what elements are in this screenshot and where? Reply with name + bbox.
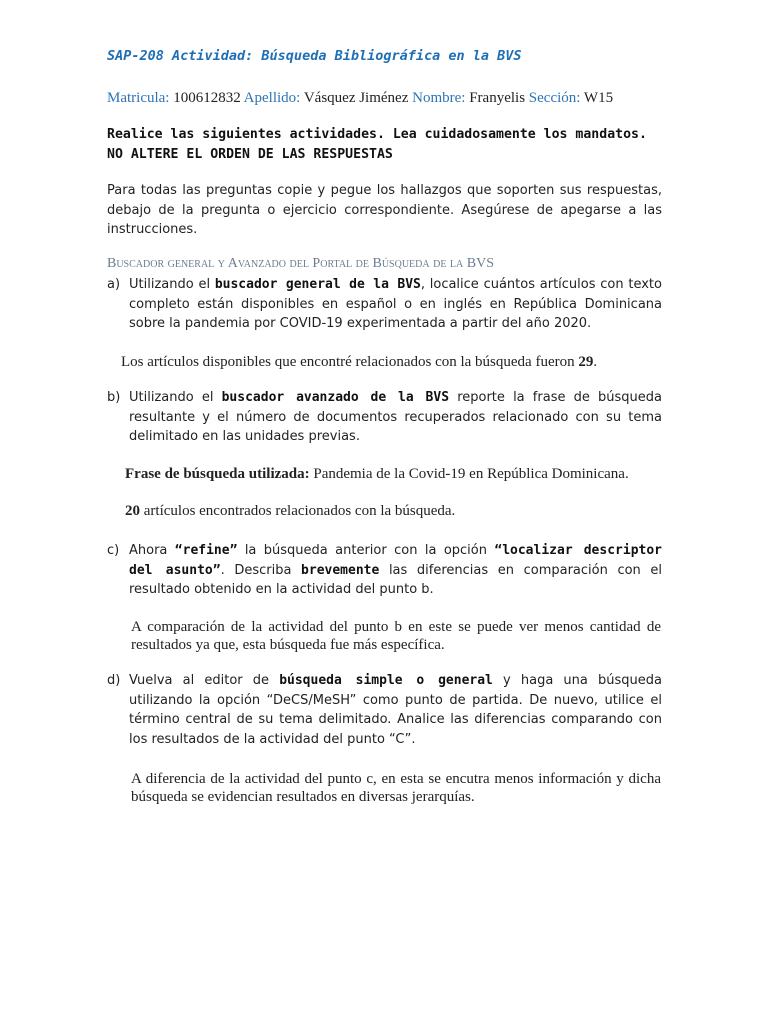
instructions-heading: Realice las siguientes actividades. Lea cuidadosamente los mandatos. NO ALTERE EL ORDEN DE LAS RESPUESTAS — [107, 127, 647, 162]
question-text — [129, 275, 662, 334]
question-text-part: Vuelva al editor de — [129, 673, 280, 688]
seccion-value: W15 — [583, 90, 614, 106]
question-text — [129, 388, 662, 447]
question-text-part: y haga una búsqueda utilizando la opción “DeCS/MeSH” como punto de partida. De nuevo, utilice el término central de su tema delimitado. Analice las diferencias comparando con los resultados de la actividad del punto “C”. — [129, 673, 662, 747]
question-marker: b) — [107, 390, 121, 405]
question-a — [107, 275, 662, 335]
question-text — [129, 541, 662, 600]
answer-c: A comparación de la actividad del punto b en este se puede ver menos cantidad de resultados ya que, esta búsqueda fue más específica. — [131, 619, 661, 653]
question-text-part: Utilizando el — [129, 277, 215, 292]
question-emphasis: buscador avanzado de la BVS — [221, 390, 450, 405]
answer-b-phrase — [125, 465, 685, 483]
question-text-part: , localice cuántos artículos con texto completo están disponibles en español o en inglés en República Dominicana sobre la pandemia por COVID-19 experimentada a partir del año 2020. — [129, 277, 662, 331]
question-d — [107, 671, 662, 751]
question-b — [107, 388, 662, 448]
instructions-paragraph: Para todas las preguntas copie y pegue los hallazgos que soporten sus respuestas, debajo de la pregunta o ejercicio correspondiente. Asegúrese de apegarse a las instrucciones. — [107, 183, 662, 237]
answer-b-count — [125, 502, 685, 520]
section-heading: Buscador general y Avanzado del Portal de Búsqueda de la BVS — [107, 256, 494, 271]
question-emphasis: brevemente — [301, 562, 380, 578]
question-text — [129, 671, 662, 749]
question-text-part: la búsqueda anterior con la opción — [237, 543, 495, 558]
apellido-label: Apellido: — [243, 90, 301, 106]
nombre-value: Franyelis — [469, 90, 526, 106]
apellido-value: Vásquez Jiménez — [303, 90, 409, 106]
question-text-part: . Describa — [220, 562, 302, 578]
answer-text: Pandemia de la Covid-19 en República Dominicana. — [309, 466, 629, 482]
question-marker: c) — [107, 543, 120, 558]
answer-count: 20 — [125, 503, 140, 519]
question-emphasis: búsqueda simple o general — [279, 673, 493, 688]
student-info-line — [107, 90, 613, 107]
question-text-part: Ahora — [129, 543, 175, 558]
document-title: SAP-208 Actividad: Búsqueda Bibliográfica en la BVS — [107, 48, 522, 64]
answer-a — [121, 353, 681, 371]
question-marker: d) — [107, 673, 121, 688]
answer-text: artículos encontrados relacionados con la búsqueda. — [140, 503, 456, 519]
question-text-part: Utilizando el — [129, 390, 222, 405]
question-c — [107, 541, 662, 601]
question-marker: a) — [107, 277, 121, 292]
matricula-value: 100612832 — [173, 90, 241, 106]
seccion-label: Sección: — [528, 90, 581, 106]
question-text-part: las diferencias en comparación con el resultado obtenido en la actividad del punto b. — [129, 562, 663, 597]
question-emphasis: “refine” — [174, 543, 238, 558]
nombre-label: Nombre: — [412, 90, 466, 106]
answer-label: Frase de búsqueda utilizada: — [125, 466, 310, 482]
answer-d: A diferencia de la actividad del punto c, en esta se encutra menos información y dicha búsqueda se evidencian resultados en diversas jerarquías. — [131, 771, 661, 805]
question-text-part: reporte la frase de búsqueda resultante y el número de documentos recuperados relacionado con su tema delimitado en las unidades previas. — [129, 390, 662, 444]
question-emphasis: “localizar descriptor del asunto” — [129, 543, 662, 578]
answer-count: 29 — [578, 354, 594, 370]
answer-text: Los artículos disponibles que encontré relacionados con la búsqueda fueron — [121, 354, 579, 370]
matricula-label: Matricula: — [107, 90, 170, 106]
answer-text: . — [593, 354, 598, 370]
question-emphasis: buscador general de la BVS — [214, 277, 421, 292]
